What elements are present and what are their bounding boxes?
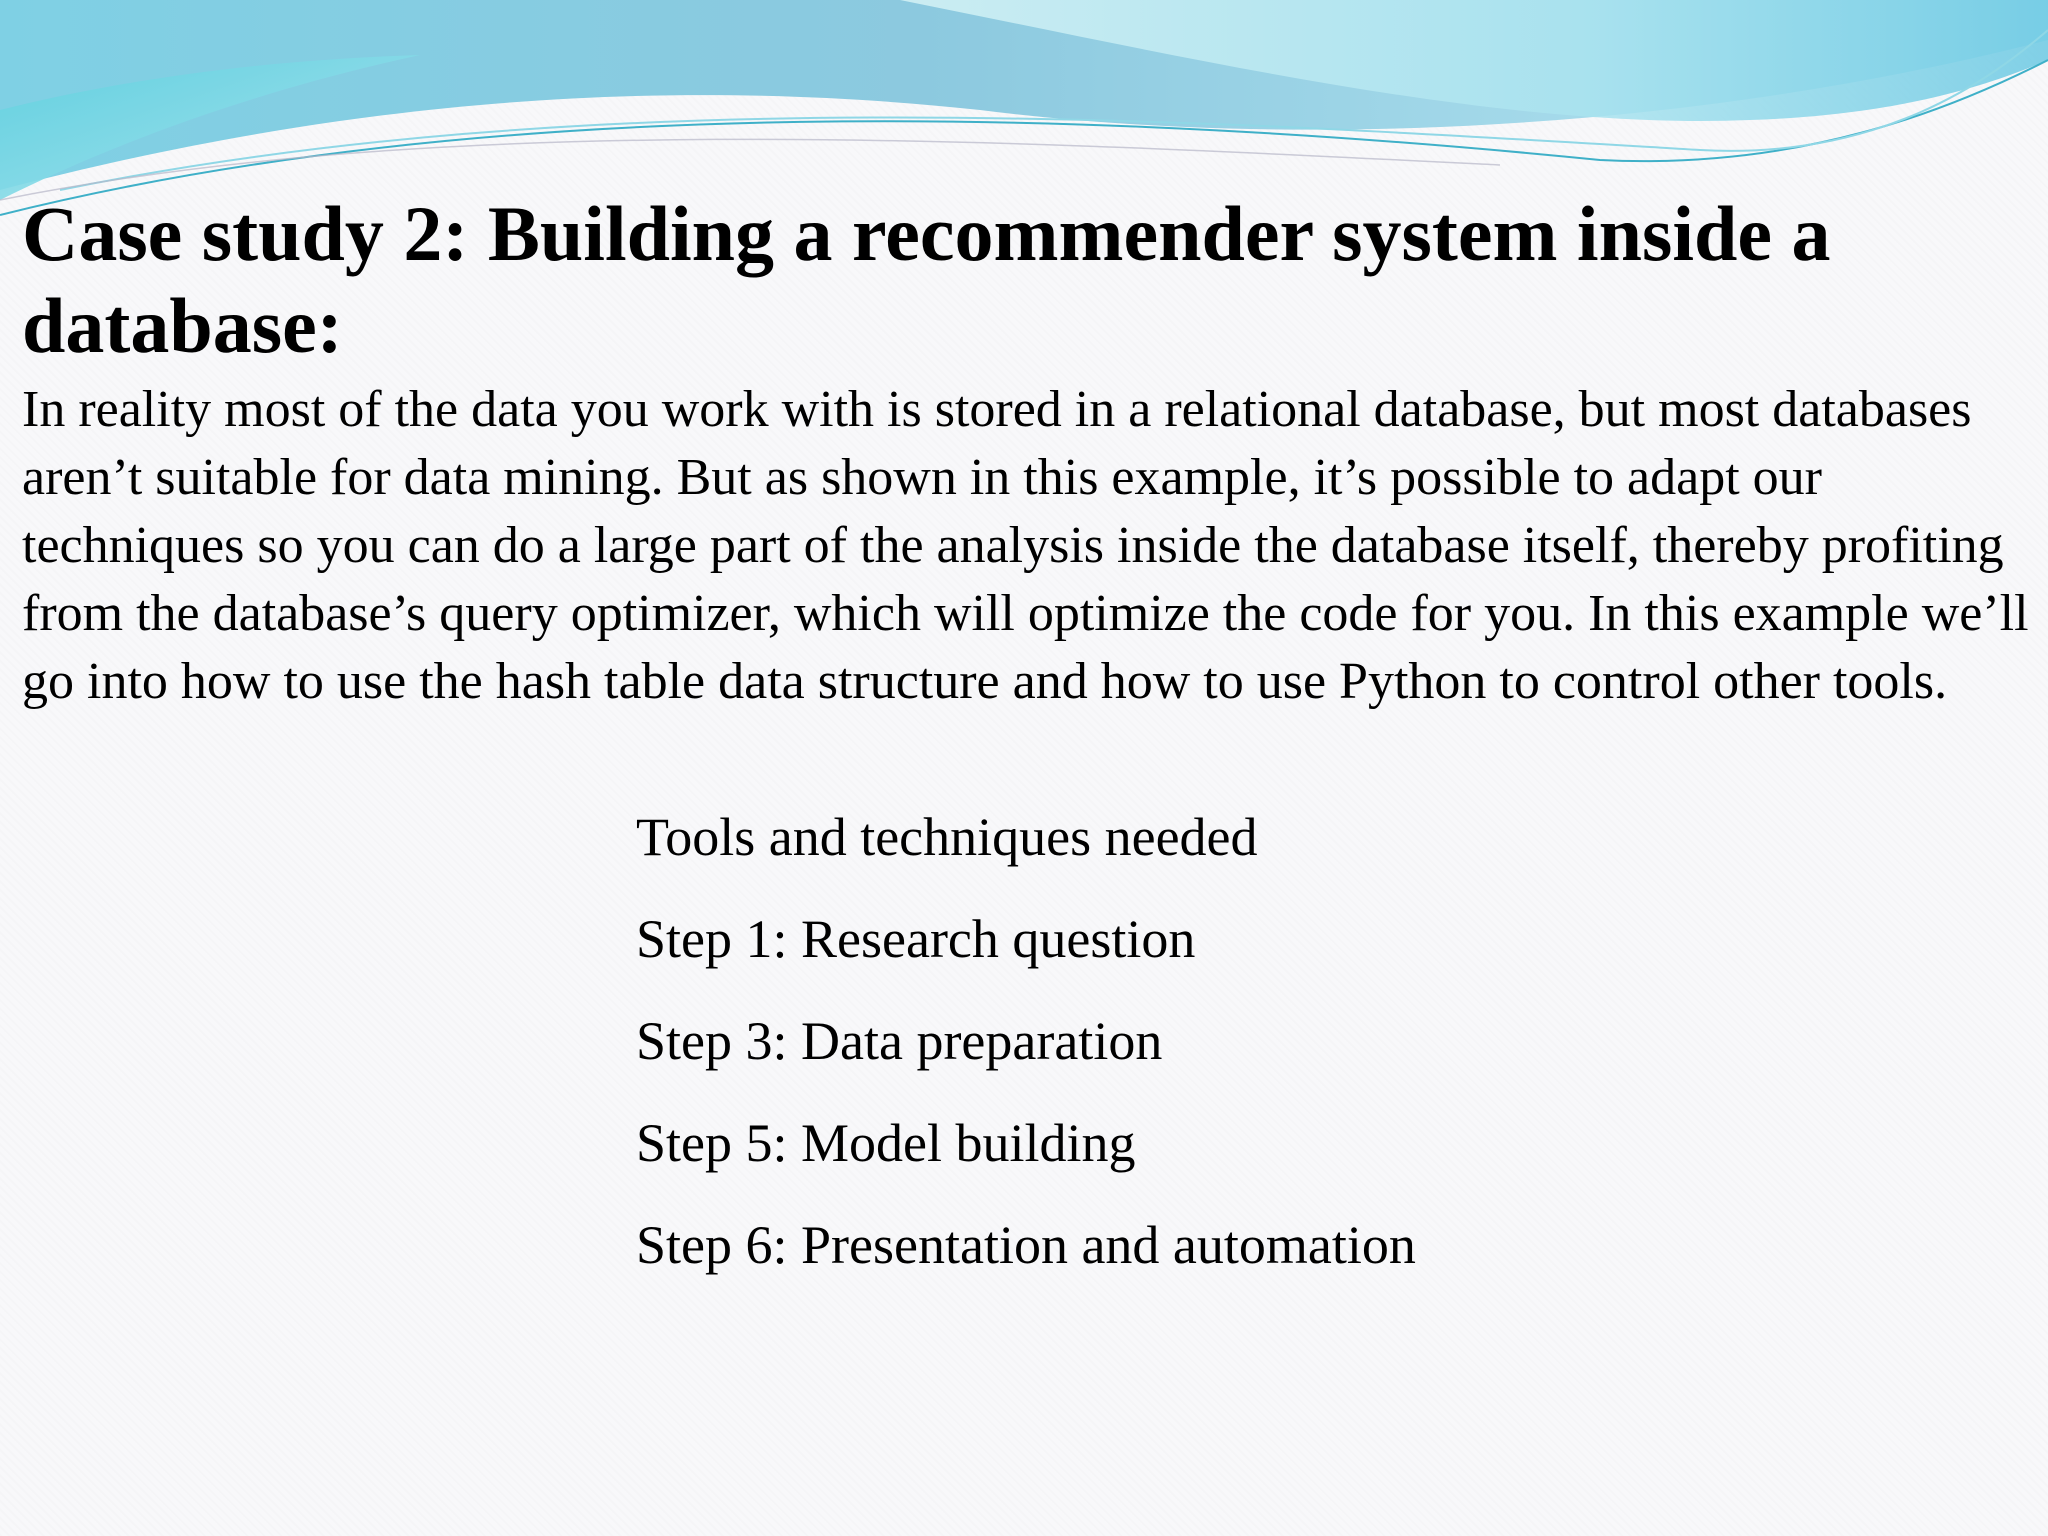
list-item: Step 6: Presentation and automation	[636, 1215, 1416, 1275]
slide-body-paragraph: In reality most of the data you work with is stored in a relational database, but most databases aren’t suitable for data mining. But as shown in this example, it’s possible to adapt our techniques so you can do a large part of the analysis inside the database itself, thereby profiting from the database’s query optimizer, which will optimize the code for you. In this example we’ll go into how to use the hash table data structure and how to use Python to control other tools.	[22, 381, 2029, 710]
list-item: Tools and techniques needed	[636, 807, 1258, 867]
slide-title: Case study 2: Building a recommender system inside a database:	[22, 190, 1831, 369]
header-wave-decoration	[0, 0, 2048, 220]
steps-list	[636, 806, 1416, 1316]
list-item: Step 5: Model building	[636, 1113, 1136, 1173]
list-item: Step 1: Research question	[636, 909, 1196, 969]
list-item: Step 3: Data preparation	[636, 1011, 1163, 1071]
